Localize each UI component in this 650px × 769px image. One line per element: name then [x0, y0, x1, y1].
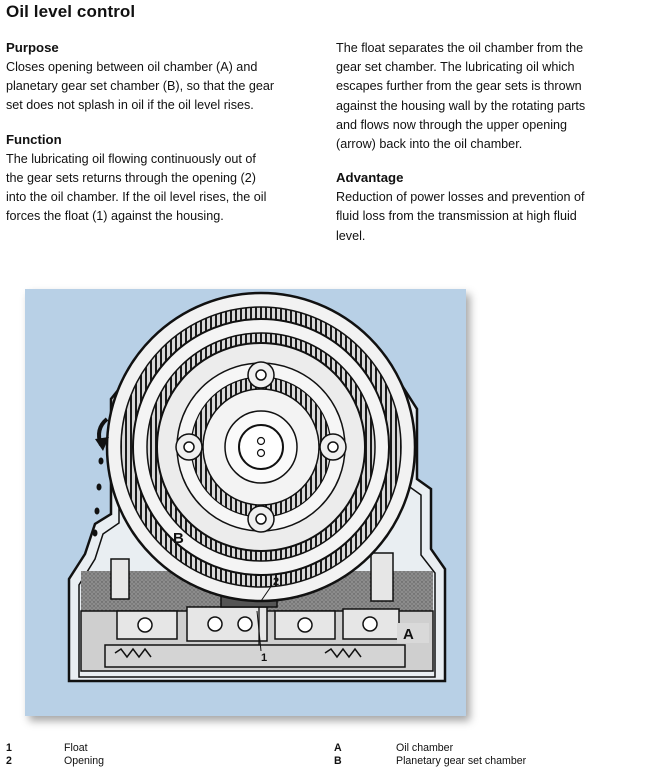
function-line: the gear sets returns through the opening (2) — [6, 170, 256, 185]
advantage-line: level. — [336, 228, 366, 243]
float-text-line: (arrow) back into the oil chamber. — [336, 137, 523, 152]
legend-label: Float — [64, 742, 88, 754]
legend-key: B — [334, 755, 342, 767]
float-text-line: against the housing wall by the rotating parts — [336, 98, 586, 113]
legend-key: A — [334, 742, 342, 754]
right-column — [336, 38, 636, 246]
callout-2: 2 — [273, 576, 280, 588]
function-line: into the oil chamber. If the oil level rises, the oil — [6, 190, 267, 205]
float-text-line: and flows now through the upper opening — [336, 117, 568, 132]
purpose-line: Closes opening between oil chamber (A) and — [6, 60, 258, 74]
advantage-line: Reduction of power losses and prevention of — [336, 190, 585, 205]
legend-key: 2 — [6, 755, 12, 767]
purpose-line: planetary gear set chamber (B), so that the gear — [6, 79, 275, 94]
transmission-diagram — [25, 289, 466, 716]
callout-1: 1 — [261, 652, 268, 664]
float-text-line: escapes further from the gear sets is thrown — [336, 79, 582, 94]
legend-label: Planetary gear set chamber — [396, 755, 527, 767]
float-text-line: gear set chamber. The lubricating oil which — [336, 60, 575, 75]
purpose-heading: Purpose — [6, 40, 59, 55]
callout-b: B — [173, 530, 184, 547]
advantage-heading: Advantage — [336, 170, 404, 186]
float-text-line: The float separates the oil chamber from the — [336, 41, 584, 55]
legend-left — [6, 742, 306, 768]
legend-label: Oil chamber — [396, 742, 454, 754]
function-heading: Function — [6, 131, 62, 147]
legend-label: Opening — [64, 755, 105, 767]
function-line: The lubricating oil flowing continuously out of — [6, 151, 256, 166]
advantage-line: fluid loss from the transmission at high fluid — [336, 209, 577, 224]
function-line: forces the float (1) against the housing. — [6, 209, 224, 224]
legend-right — [334, 742, 644, 768]
left-column — [6, 38, 306, 226]
page-title: Oil level control — [6, 2, 136, 21]
callout-a: A — [403, 626, 414, 643]
legend-key: 1 — [6, 742, 12, 754]
purpose-line: set does not splash in oil if the oil level rises. — [6, 98, 254, 113]
